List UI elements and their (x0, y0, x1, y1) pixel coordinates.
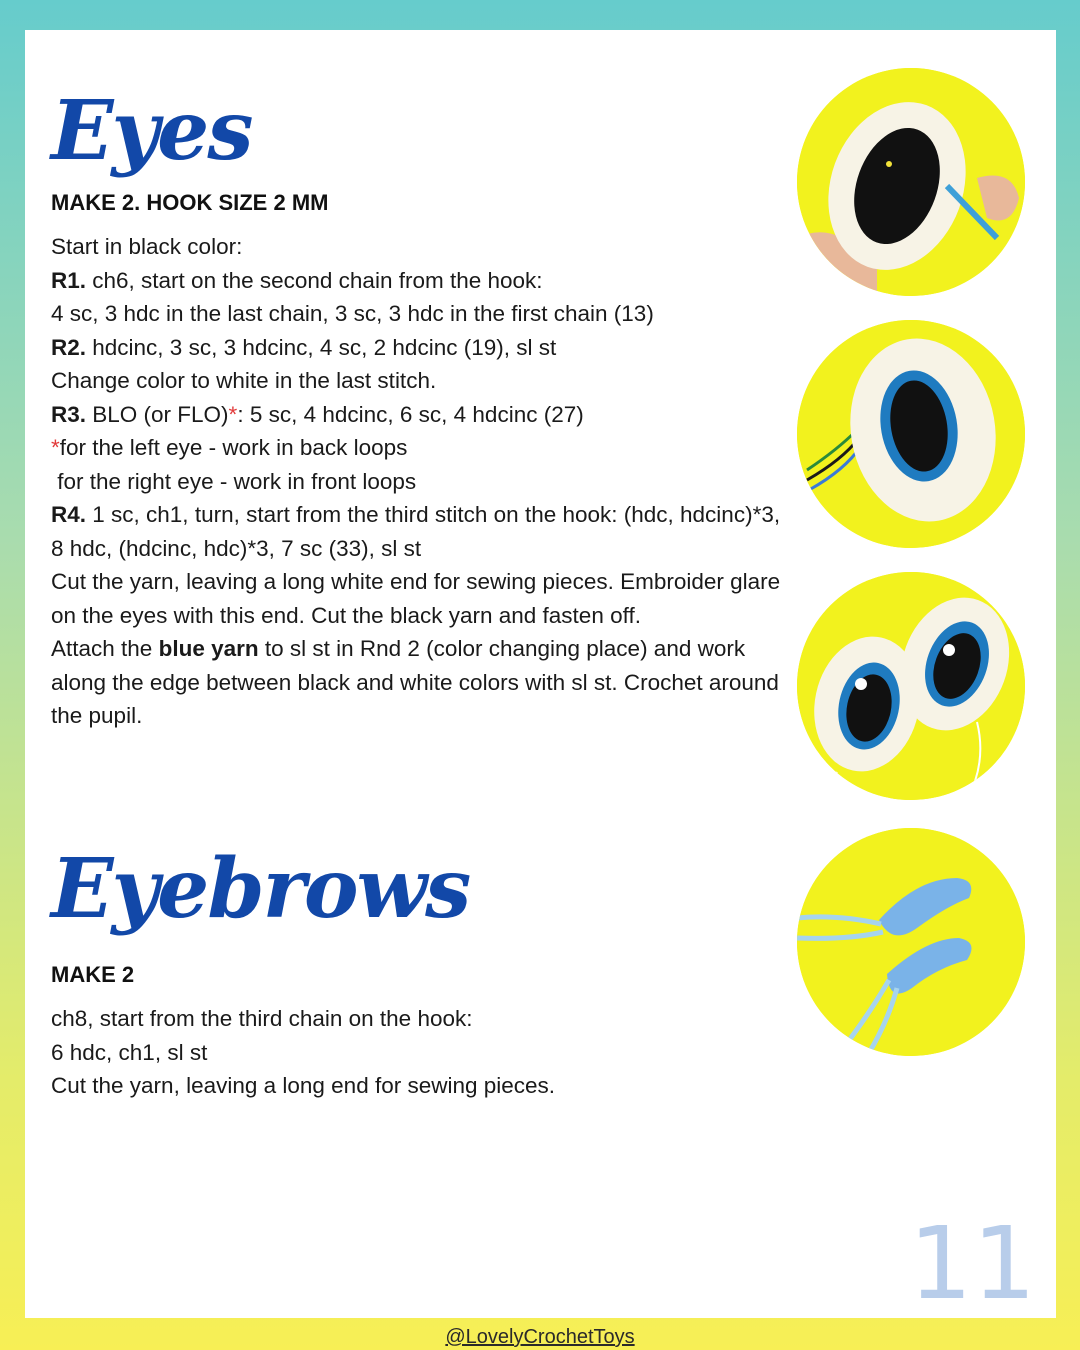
round-1-label: R1. (51, 267, 87, 293)
start-line: Start in black color: (51, 234, 243, 259)
change-color-line: Change color to white in the last stitch. (51, 368, 437, 393)
eyebrows-line-2: 6 hdc, ch1, sl st (51, 1039, 208, 1065)
crochet-eye-base-illustration (797, 68, 1025, 296)
round-2-label: R2. (51, 334, 87, 360)
round-1 (51, 264, 791, 298)
photo-eyebrows (797, 828, 1025, 1056)
round-3-label: R3. (51, 401, 87, 427)
round-3-text: BLO (or FLO) (86, 401, 229, 427)
crochet-eye-ring-illustration (797, 320, 1025, 548)
note-right-eye: for the right eye - work in front loops (51, 468, 417, 494)
eyes-subheading: MAKE 2. HOOK SIZE 2 MM (51, 190, 329, 215)
round-1-text: ch6, start on the second chain from the hook: (86, 267, 543, 293)
round-4 (51, 498, 791, 565)
round-2 (51, 331, 791, 365)
blue-yarn-bold: blue yarn (158, 636, 259, 661)
eyebrows-instructions (51, 1002, 791, 1103)
crochet-eyebrows-illustration (797, 828, 1025, 1056)
eyebrows-subheading: MAKE 2 (51, 962, 135, 987)
crochet-finished-eyes-illustration (797, 572, 1025, 800)
round-1-continued: 4 sc, 3 hdc in the last chain, 3 sc, 3 hdc in the first chain (13) (51, 301, 654, 326)
photo-finished-eyes (797, 572, 1025, 800)
attach-text: Attach the (51, 636, 159, 661)
eyebrows-heading: Eyebrows (51, 841, 470, 937)
photo-eye-blue-ring (797, 320, 1025, 548)
attach-text-end: to sl st in Rnd 2 (color changing place) and work along the edge between black and white colors with sl st. Crochet around the pupil. (51, 636, 779, 728)
page-number: 11 (908, 1205, 1036, 1322)
page-card (25, 30, 1056, 1322)
round-3 (51, 398, 791, 432)
round-4-text: 1 sc, ch1, turn, start from the third stitch on the hook: (hdc, hdcinc)*3, 8 hdc, (hdcinc, hdc)*3, 7 sc (33), sl st (51, 502, 781, 561)
asterisk-mark: * (51, 435, 60, 460)
eyebrows-line-1: ch8, start from the third chain on the hook: (51, 1006, 473, 1031)
eyes-heading: Eyes (51, 83, 252, 179)
footer-handle-link[interactable]: @LovelyCrochetToys (445, 1326, 635, 1348)
round-2-text: hdcinc, 3 sc, 3 hdcinc, 4 sc, 2 hdcinc (19), sl st (86, 334, 557, 360)
photo-eye-base (797, 68, 1025, 296)
asterisk-mark: * (228, 401, 238, 427)
attach-blue-paragraph (51, 632, 791, 733)
note-left-eye (51, 431, 791, 465)
eyebrows-line-3: Cut the yarn, leaving a long end for sewing pieces. (51, 1073, 556, 1098)
eyes-instructions (51, 230, 791, 733)
round-3-text-end: : 5 sc, 4 hdcinc, 6 sc, 4 hdcinc (27) (237, 401, 584, 427)
round-4-label: R4. (51, 502, 87, 527)
note-left-text: for the left eye - work in back loops (59, 435, 408, 460)
cut-yarn-paragraph: Cut the yarn, leaving a long white end for sewing pieces. Embroider glare on the eyes with this end. Cut the black yarn and fasten off. (51, 569, 781, 628)
